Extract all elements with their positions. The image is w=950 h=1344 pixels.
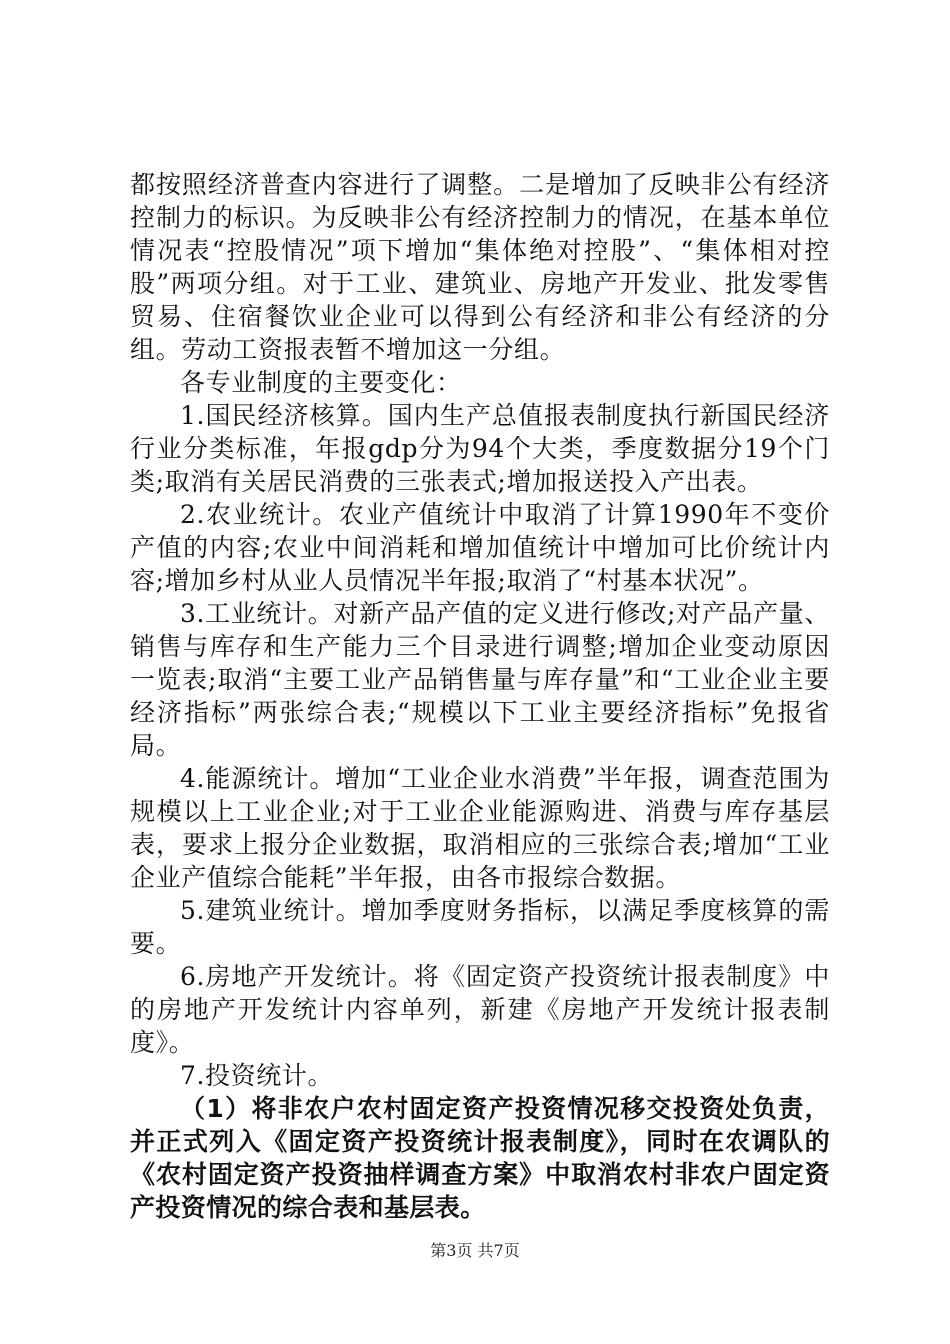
paragraph-item-2: 2.农业统计。农业产值统计中取消了计算1990年不变价产值的内容;农业中间消耗和增加值统计中增加可比价统计内容;增加乡村从业人员情况半年报;取消了“村基本状况”。 — [130, 500, 830, 595]
paragraph-section-intro: 各专业制度的主要变化： — [180, 368, 462, 397]
paragraph-item-4: 4.能源统计。增加“工业企业水消费”半年报，调查范围为规模以上工业企业;对于工业企业能源购进、消费与库存基层表，要求上报分企业数据，取消相应的三张综合表;增加“工业企业产值综合能耗”半年报，由各市报综合数据。 — [130, 764, 830, 892]
paragraph-item-6: 6.房地产开发统计。将《固定资产投资统计报表制度》中的房地产开发统计内容单列，新建《房地产开发统计报表制度》。 — [130, 962, 830, 1057]
paragraph-item-7: 7.投资统计。 — [180, 1061, 334, 1090]
page-footer: 第3页 共7页 — [430, 1241, 520, 1260]
paragraph-item-1: 1.国民经济核算。国内生产总值报表制度执行新国民经济行业分类标准，年报gdp分为94个大类，季度数据分19个门类;取消有关居民消费的三张表式;增加报送投入产出表。 — [130, 401, 830, 496]
document-body — [130, 168, 830, 1224]
paragraph-continuation: 都按照经济普查内容进行了调整。二是增加了反映非公有经济控制力的标识。为反映非公有经济控制力的情况，在基本单位情况表“控股情况”项下增加“集体绝对控股”、“集体相对控股”两项分组。对于工业、建筑业、房地产开发业、批发零售贸易、住宿餐饮业企业可以得到公有经济和非公有经济的分组。劳动工资报表暂不增加这一分组。 — [130, 170, 830, 364]
paragraph-item-5: 5.建筑业统计。增加季度财务指标，以满足季度核算的需要。 — [130, 896, 830, 958]
paragraph-item-7-sub-1: （1）将非农户农村固定资产投资情况移交投资处负责，并正式列入《固定资产投资统计报表制度》，同时在农调队的《农村固定资产投资抽样调查方案》中取消农村非农户固定资产投资情况的综合表和基层表。 — [130, 1094, 830, 1222]
paragraph-item-3: 3.工业统计。对新产品产值的定义进行修改;对产品产量、销售与库存和生产能力三个目录进行调整;增加企业变动原因一览表;取消“主要工业产品销售量与库存量”和“工业企业主要经济指标”两张综合表;“规模以下工业主要经济指标”免报省局。 — [130, 599, 830, 760]
